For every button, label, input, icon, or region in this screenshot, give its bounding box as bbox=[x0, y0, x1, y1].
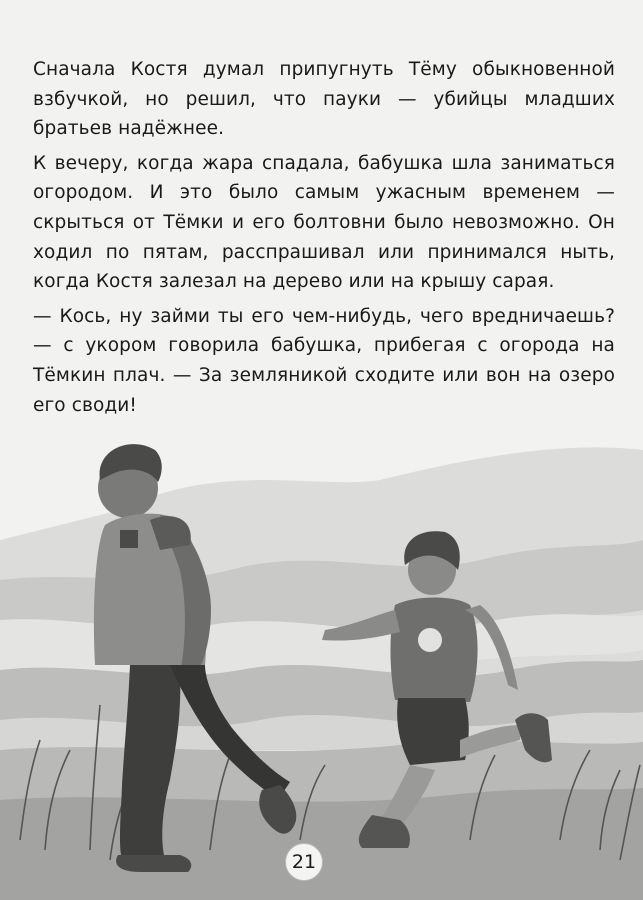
illustration-boys-running bbox=[0, 420, 643, 900]
story-text bbox=[33, 55, 615, 455]
page-number: 21 bbox=[285, 843, 323, 881]
paragraph-3: — Кось, ну займи ты его чем-нибудь, чего вредничаешь? — с укором говорила бабушка, прибегая с огорода на Тёмкин плач. — За земляникой сходите или вон на озеро его своди! bbox=[33, 305, 615, 416]
paragraph-1: Сначала Костя думал припугнуть Тёму обыкновенной взбучкой, но решил, что пауки — убийцы младших братьев надёжнее. bbox=[33, 59, 615, 140]
paragraph-2: К вечеру, когда жара спадала, бабушка шла заниматься огородом. И это было самым ужасным временем — скрыться от Тёмки и его болтовни было невозможно. Он ходил по пятам, расспрашивал или принимался ныть, когда Костя залезал на дерево или на крышу сарая. bbox=[33, 152, 615, 293]
